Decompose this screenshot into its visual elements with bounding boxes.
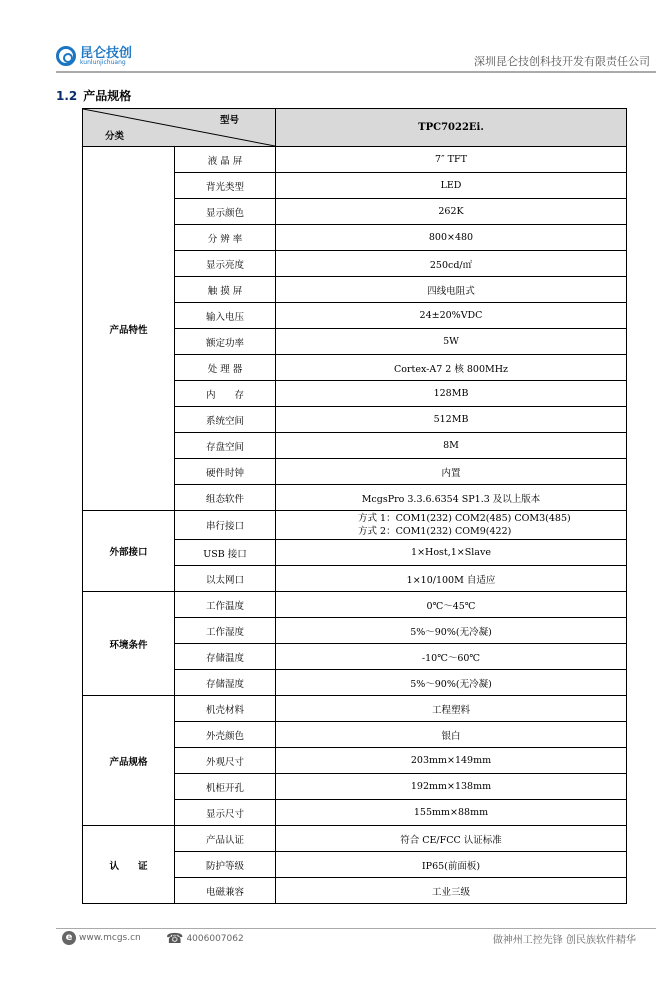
spec-name: 液 晶 屏 (175, 147, 276, 173)
spec-name: 处 理 器 (175, 355, 276, 381)
spec-name: 防护等级 (175, 852, 276, 878)
spec-name: 机柜开孔 (175, 774, 276, 800)
table-header-row (83, 109, 627, 147)
spec-name: 额定功率 (175, 329, 276, 355)
section-number: 1.2 (56, 89, 78, 103)
spec-table (82, 108, 627, 904)
spec-value: 203mm×149mm (276, 748, 627, 774)
category-cell: 产品规格 (83, 696, 175, 826)
spec-name: 存储温度 (175, 644, 276, 670)
section-heading (56, 87, 131, 104)
spec-value: 8M (276, 433, 627, 459)
spec-name: 系统空间 (175, 407, 276, 433)
spec-value: 四线电阻式 (276, 277, 627, 303)
spec-value: LED (276, 173, 627, 199)
spec-name: 显示尺寸 (175, 800, 276, 826)
spec-value: Cortex-A7 2 核 800MHz (276, 355, 627, 381)
spec-value: 5%～90%(无冷凝) (276, 618, 627, 644)
spec-value: 800×480 (276, 225, 627, 251)
spec-value: 1×Host,1×Slave (276, 540, 627, 566)
spec-value: 262K (276, 199, 627, 225)
footer-website (62, 931, 141, 945)
logo-cn: 昆仑技创 (80, 45, 133, 61)
category-cell: 认 证 (83, 826, 175, 904)
table-row (83, 511, 627, 540)
spec-name: 以太网口 (175, 566, 276, 592)
spec-name: 内 存 (175, 381, 276, 407)
spec-value: -10℃～60℃ (276, 644, 627, 670)
model-label: 型号 (219, 115, 239, 126)
spec-value: 0℃～45℃ (276, 592, 627, 618)
spec-name: 串行接口 (175, 511, 276, 540)
spec-name: 产品认证 (175, 826, 276, 852)
spec-value: 512MB (276, 407, 627, 433)
spec-value: IP65(前面板) (276, 852, 627, 878)
spec-name: 组态软件 (175, 485, 276, 511)
table-row (83, 592, 627, 618)
spec-name: USB 接口 (175, 540, 276, 566)
logo-en: kunlunjichuang (80, 58, 126, 66)
table-row (83, 147, 627, 173)
spec-value: 符合 CE/FCC 认证标准 (276, 826, 627, 852)
spec-value (276, 511, 627, 540)
spec-name: 分 辨 率 (175, 225, 276, 251)
spec-value: 工程塑料 (276, 696, 627, 722)
diagonal-header-cell (83, 109, 276, 147)
spec-name: 显示亮度 (175, 251, 276, 277)
phone-text: 4006007062 (186, 934, 244, 944)
spec-value: McgsPro 3.3.6.6354 SP1.3 及以上版本 (276, 485, 627, 511)
footer-divider (56, 928, 656, 929)
phone-icon: ☎ (166, 931, 184, 947)
spec-value-line: 方式 1：COM1(232) COM2(485) COM3(485) (358, 513, 571, 524)
browser-icon: e (62, 931, 76, 945)
category-cell: 产品特性 (83, 147, 175, 511)
category-cell: 外部接口 (83, 511, 175, 592)
company-name: 深圳昆仑技创科技开发有限责任公司 (474, 55, 650, 68)
spec-name: 外观尺寸 (175, 748, 276, 774)
footer-phone (166, 931, 244, 947)
spec-name: 硬件时钟 (175, 459, 276, 485)
spec-value: 24±20%VDC (276, 303, 627, 329)
table-row (83, 696, 627, 722)
spec-name: 显示颜色 (175, 199, 276, 225)
spec-value: 5W (276, 329, 627, 355)
spec-name: 存储湿度 (175, 670, 276, 696)
header-divider (56, 71, 656, 73)
spec-name: 工作湿度 (175, 618, 276, 644)
spec-name: 外壳颜色 (175, 722, 276, 748)
spec-name: 工作温度 (175, 592, 276, 618)
spec-value-line: 方式 2：COM1(232) COM9(422) (358, 526, 512, 537)
spec-value: 银白 (276, 722, 627, 748)
spec-value: 5%～90%(无冷凝) (276, 670, 627, 696)
spec-name: 输入电压 (175, 303, 276, 329)
logo-icon (56, 46, 76, 66)
website-text: www.mcgs.cn (79, 933, 141, 943)
spec-value: 工业三级 (276, 878, 627, 904)
spec-value: 155mm×88mm (276, 800, 627, 826)
spec-value: 192mm×138mm (276, 774, 627, 800)
spec-name: 机壳材料 (175, 696, 276, 722)
spec-value: 7″ TFT (276, 147, 627, 173)
model-name: TPC7022Ei. (276, 109, 627, 147)
spec-name: 电磁兼容 (175, 878, 276, 904)
spec-name: 触 摸 屏 (175, 277, 276, 303)
spec-value: 128MB (276, 381, 627, 407)
category-cell: 环境条件 (83, 592, 175, 696)
section-title: 产品规格 (83, 89, 132, 103)
spec-value: 250cd/㎡ (276, 251, 627, 277)
company-logo (56, 46, 132, 66)
spec-value: 1×10/100M 自适应 (276, 566, 627, 592)
spec-name: 存盘空间 (175, 433, 276, 459)
footer-slogan: 做神州工控先锋 创民族软件精华 (492, 935, 636, 946)
spec-value: 内置 (276, 459, 627, 485)
table-row (83, 826, 627, 852)
category-label: 分类 (105, 131, 125, 142)
spec-name: 背光类型 (175, 173, 276, 199)
